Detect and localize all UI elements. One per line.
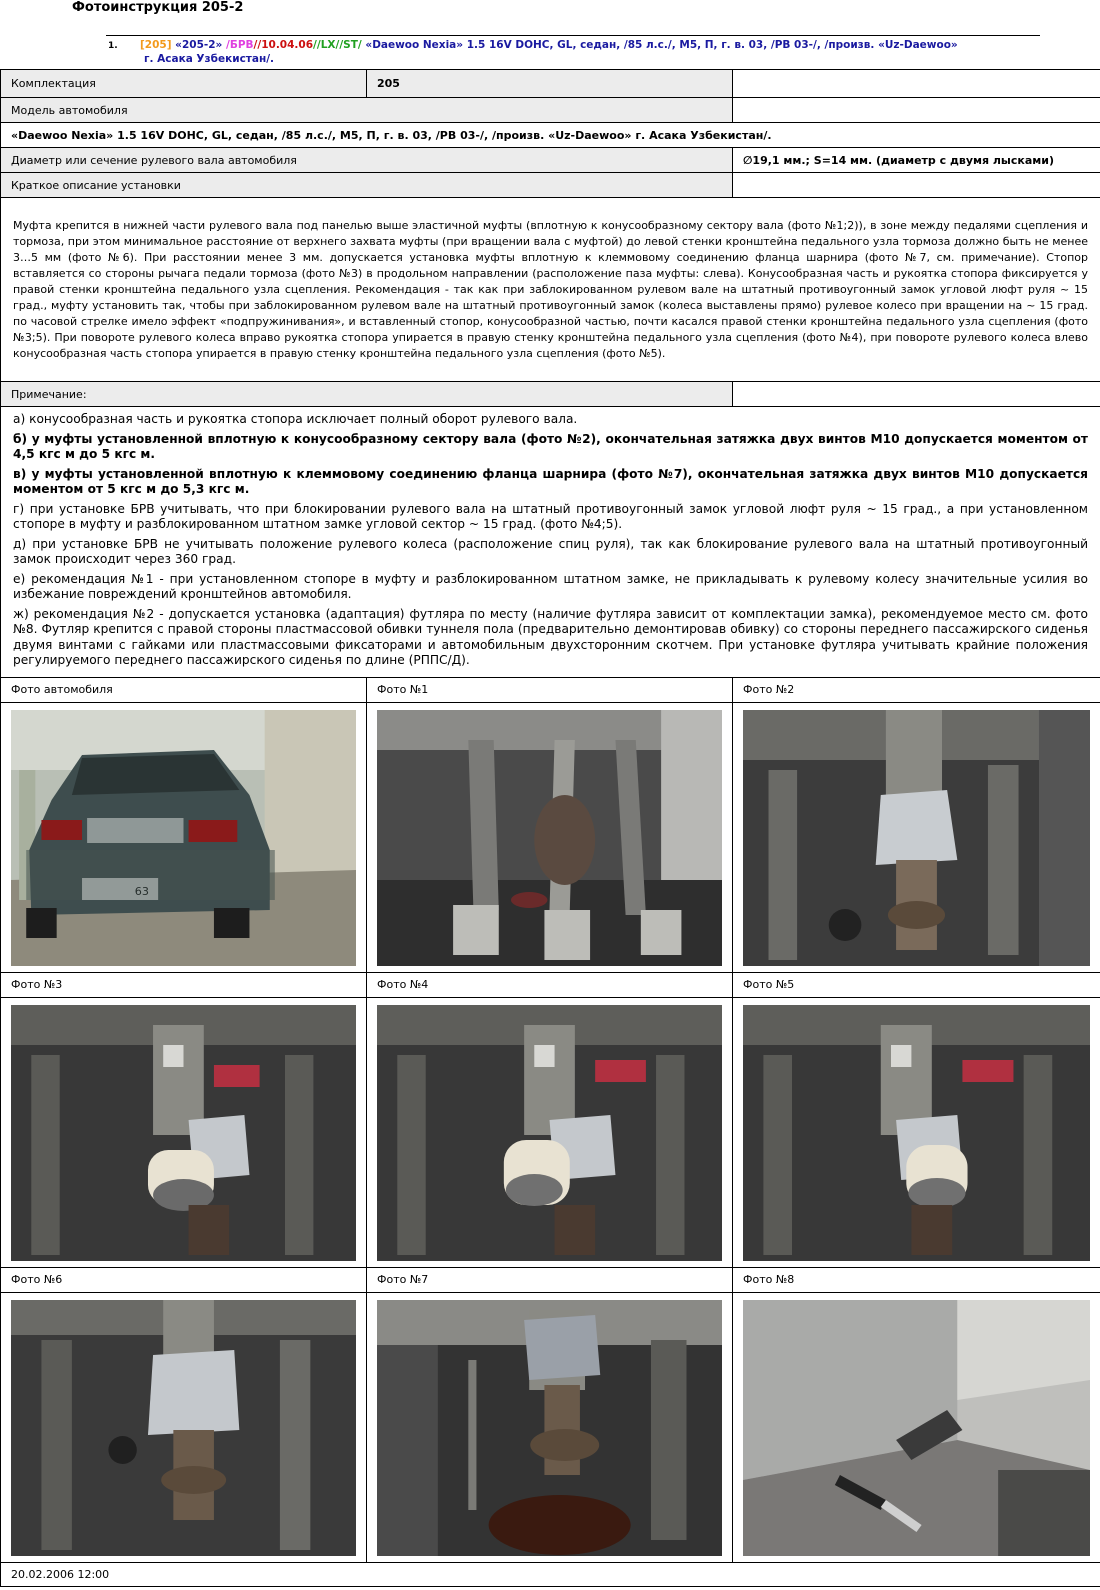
- photo-label-1: Фото №1: [367, 677, 733, 702]
- photo-label-5: Фото №5: [733, 972, 1100, 997]
- empty-cell: [733, 98, 1100, 123]
- photo-cell-3: [1, 997, 367, 1267]
- short-description-label: Краткое описание установки: [1, 173, 733, 198]
- diameter-value: ∅19,1 мм.; S=14 мм. (диаметр с двумя лысками): [733, 148, 1100, 173]
- photo-label-car: Фото автомобиля: [1, 677, 367, 702]
- photo-label-3: Фото №3: [1, 972, 367, 997]
- document-title: Фотоинструкция 205-2: [72, 0, 244, 15]
- note-b: б) у муфты установленной вплотную к конусообразному сектору вала (фото №2), окончательная затяжка двух винтов М10 допускается моментом от 4,5 кгс м до 5 кгс м.: [13, 431, 1088, 461]
- separator: //: [313, 39, 321, 51]
- note-a: а) конусообразная часть и рукоятка стопора исключает полный оборот рулевого вала.: [13, 412, 578, 426]
- photo-cell-8: [733, 1292, 1100, 1562]
- divider: [106, 35, 1040, 36]
- installation-description: Муфта крепится в нижней части рулевого вала под панелью выше эластичной муфты (вплотную к конусообразному сектору вала (фото №1;2)), в зоне между педалями сцепления и тормоза, при этом минимальное расстояние от верхнего захвата муфты (при вращении вала с муфтой) до левой стенки кронштейна педального узла тормоза должно быть не менее 3…5 мм (фото №6). При расстоянии менее 3 мм. допускается установка муфты вплотную к клеммовому соединению фланца шарнира (фото №7, см. примечание). Стопор вставляется со стороны рычага педали тормоза (фото №3) в продольном направлении (расположение паза муфты: слева). Конусообразная часть и рукоятка стопора фиксируется у правой стенки кронштейна педального узла сцепления. Рекомендация - так как при заблокированном рулевом вале на штатный противоугонный замок угловой люфт руля ~ 15 град., муфту установить так, чтобы при заблокированном рулевом вале на штатный противоугонный замок (колеса выставлены прямо) рулевое колесо при вращении на ~ 15 град. по часовой стрелке имело эффект «подпружинивания», и вставленный стопор, конусообразной частью, почти касался правой стенки кронштейна педального узла сцепления (фото №3;5). При повороте рулевого колеса вправо рукоятка стопора упирается в правую стенку кронштейна педального узла сцепления (фото №4), при повороте рулевого колеса влево конусообразная часть стопора упирается в правую стенку кронштейна педального узла сцепления (фото №5).: [1, 198, 1100, 382]
- instruction-heading: [108, 39, 1038, 66]
- separator: //: [253, 39, 262, 51]
- note-label: Примечание:: [1, 382, 733, 407]
- note-d: г) при установке БРВ учитывать, что при блокировании рулевого вала на штатный противоугонный замок угловой люфт руля ~ 15 град., а при установленном стопоре в муфту и разблокированном штатном замке угловой сектор ~ 15 град. (фото №4;5).: [13, 501, 1088, 531]
- empty-cell: [733, 382, 1100, 407]
- separator: //: [335, 39, 344, 51]
- photo-cell-4: [367, 997, 733, 1267]
- spec-table: [0, 69, 1100, 1587]
- empty-cell: [733, 173, 1100, 198]
- photo-1: [377, 710, 722, 966]
- separator: /: [357, 39, 362, 51]
- photo-3: [11, 1005, 356, 1261]
- footer-timestamp: 20.02.2006 12:00: [1, 1562, 1100, 1586]
- komplekt-value: 205: [367, 70, 733, 98]
- lx-tag: LX: [320, 39, 336, 51]
- photo-cell-5: [733, 997, 1100, 1267]
- diameter-label: Диаметр или сечение рулевого вала автомобиля: [1, 148, 733, 173]
- car-photo: [11, 710, 356, 966]
- photo-7: [377, 1300, 722, 1556]
- empty-cell: [733, 70, 1100, 98]
- separator: /: [225, 39, 230, 51]
- photo-5: [743, 1005, 1090, 1261]
- note-f: е) рекомендация №1 - при установленном стопоре в муфту и разблокированном штатном замке, не прикладывать к рулевому колесу значительные усилия во избежание повреждений кронштейнов автомобиля.: [13, 571, 1088, 601]
- photo-2: [743, 710, 1090, 966]
- model-value: «Daewoo Nexia» 1.5 16V DOHC, GL, седан, /85 л.с./, M5, П, г. в. 03, /РВ 03-/, /произв. «Uz-Daewoo» г. Асака Узбекистан/.: [1, 123, 1100, 148]
- photo-label-2: Фото №2: [733, 677, 1100, 702]
- notes-block: [1, 407, 1100, 678]
- date-tag: 10.04.06: [261, 39, 314, 51]
- photo-cell-2: [733, 702, 1100, 972]
- model-label: Модель автомобиля: [1, 98, 733, 123]
- photo-label-4: Фото №4: [367, 972, 733, 997]
- note-e: д) при установке БРВ не учитывать положение рулевого колеса (расположение спиц руля), так как блокирование рулевого вала на штатный противоугонный замок происходит через 360 град.: [13, 536, 1088, 566]
- photo-6: [11, 1300, 356, 1556]
- list-number: 1.: [108, 41, 118, 51]
- heading-city: г. Асака Узбекистан/.: [144, 53, 275, 65]
- photo-cell-1: [367, 702, 733, 972]
- komplekt-label: Комплектация: [1, 70, 367, 98]
- instruction-tag: «205-2»: [175, 39, 223, 51]
- note-g: ж) рекомендация №2 - допускается установка (адаптация) футляра по месту (наличие футляра зависит от комплектации замка), рекомендуемое место см. фото №8. Футляр крепится с правой стороны пластмассовой обивки туннеля пола (предварительно демонтировав обивку) со стороны переднего пассажирского сиденья двумя винтами с гайками или пластмассовыми фиксаторами и автомобильным двухсторонним скотчем. При установке футляра учитывать крайние положения регулируемого переднего пассажирского сиденья по длине (РППС/Д).: [13, 606, 1088, 667]
- photo-label-7: Фото №7: [367, 1267, 733, 1292]
- photo-label-6: Фото №6: [1, 1267, 367, 1292]
- photo-8: [743, 1300, 1090, 1556]
- photo-label-8: Фото №8: [733, 1267, 1100, 1292]
- code-tag: [205]: [140, 39, 172, 51]
- brv-tag: БРВ: [229, 39, 254, 51]
- photo-cell-7: [367, 1292, 733, 1562]
- photo-cell-car: [1, 702, 367, 972]
- st-tag: ST: [343, 39, 358, 51]
- heading-model: «Daewoo Nexia» 1.5 16V DOHC, GL, седан, /85 л.с./, M5, П, г. в. 03, /РВ 03-/, /произв. «Uz-Daewoo»: [365, 39, 958, 51]
- note-c: в) у муфты установленной вплотную к клеммовому соединению фланца шарнира (фото №7), окончательная затяжка двух винтов М10 допускается моментом от 5 кгс м до 5,3 кгс м.: [13, 466, 1088, 496]
- photo-4: [377, 1005, 722, 1261]
- photo-cell-6: [1, 1292, 367, 1562]
